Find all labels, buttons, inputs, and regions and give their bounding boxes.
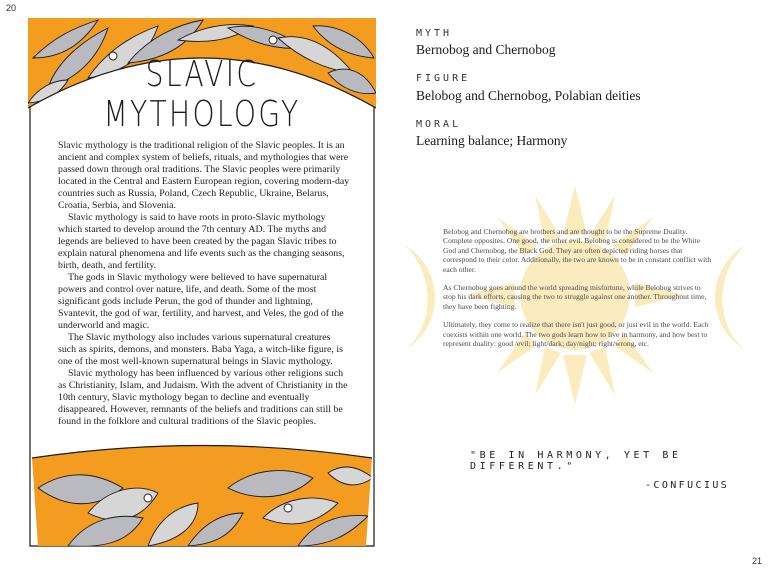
quote-text: "BE IN HARMONY, YET BE DIFFERENT." — [470, 450, 682, 472]
title-line-1: SLAVIC — [145, 54, 259, 95]
page-number-right: 21 — [751, 556, 762, 566]
body-paragraph: Slavic mythology is the traditional religion of the Slavic peoples. It is an ancient and complex system of beliefs, rituals, and mythologies that were passed down through oral traditions. The Slavic peoples were primarily located in the Central and Eastern European region, covering modern-day countries such as Russia, Poland, Czech Republic, Ukraine, Belarus, Croatia, Serbia, and Slovenia. — [58, 140, 350, 211]
body-paragraph: Slavic mythology has been influenced by various other religions such as Christianity, Islam, and Judaism. With the advent of Christianity in the 10th century, Slavic mythology began to decline and eventually disappeared. However, remnants of the beliefs and traditions can still be found in the folklore and cultural traditions of the Slavic peoples. — [58, 368, 348, 427]
page-number-left: 20 — [6, 3, 17, 13]
body-paragraph: The Slavic mythology also includes various supernatural creatures such as spirits, demons, and monsters. Baba Yaga, a witch-like figure, is one of the most well-known supernatural beings in Slavic mythology. — [58, 332, 343, 367]
body-paragraph: The gods in Slavic mythology were believed to have supernatural powers and control over nature, life, and death. Some of the most significant gods include Perun, the god of thunder and lightning, Svantevit, the god of war, fertility, and harvest, and Veles, the god of the underworld and magic. — [58, 272, 344, 331]
figure-value: Belobog and Chernobog, Polabian deities — [416, 88, 641, 103]
story-paragraph: As Chernobog goes around the world spreading misfortune, while Belobog strives to stop his dark efforts, causing the two to struggle against one another. Throughout time, they have been fighting. — [443, 283, 707, 311]
figure-label: FIGURE — [416, 73, 471, 84]
quote-author: -CONFUCIUS — [645, 480, 730, 491]
title-line-2: MYTHOLOGY — [103, 94, 301, 135]
story-paragraph: Belobog and Chernobog are brothers and are thought to be the Supreme Duality. Complete opposites. One good, the other evil. Belobog is considered to be the White God and Chernobog, the Black God. They are often depicted riding horses that correspond to their color. Additionally, the two are known to be in constant conflict with each other. — [443, 227, 712, 274]
moral-label: MORAL — [416, 119, 462, 130]
page-title — [66, 55, 337, 135]
story-text — [443, 227, 715, 357]
moral-value: Learning balance; Harmony — [416, 133, 568, 148]
body-text — [58, 140, 350, 428]
body-paragraph: Slavic mythology is said to have roots in proto-Slavic mythology which started to develop around the 7th century AD. The myths and legends are believed to have been created by the pagan Slavic tribes to explain natural phenomena and life events such as the changing seasons, birth, death, and fertility. — [58, 212, 345, 271]
story-paragraph: Ultimately, they come to realize that there isn't just good, or just evil in the world. Each coexists within one world. The two gods learn how to live in harmony, and how best to represent duality: good /evil; light/dark; day/night; right/wrong, etc. — [443, 320, 709, 349]
myth-label: MYTH — [416, 28, 453, 39]
myth-value: Bernobog and Chernobog — [416, 42, 556, 57]
